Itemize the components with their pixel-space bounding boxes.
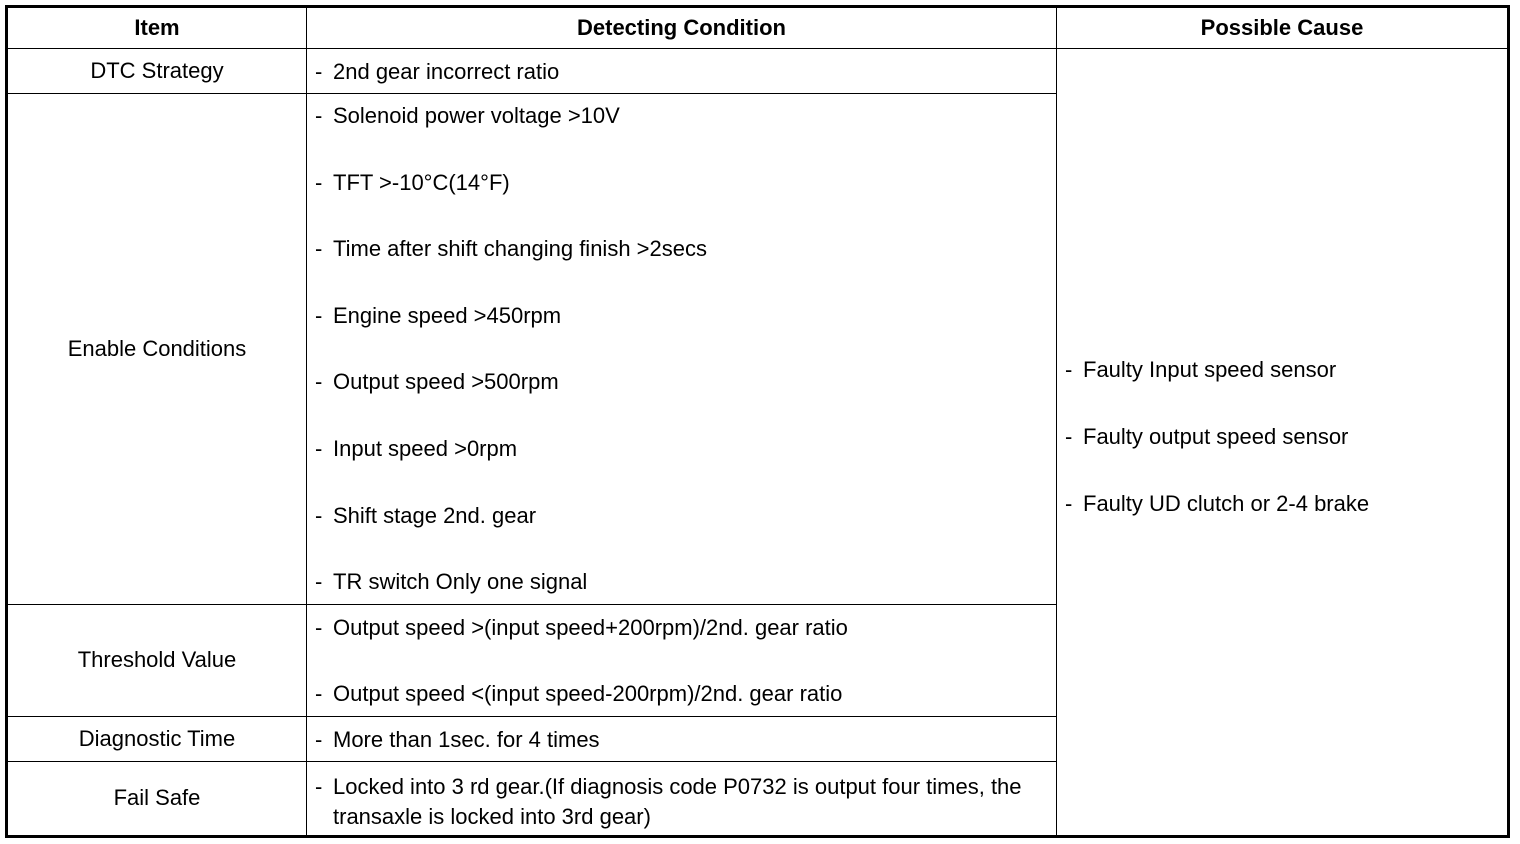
- cause-text: Faulty Input speed sensor: [1083, 356, 1337, 382]
- possible-cause-cell: [1057, 49, 1509, 837]
- condition-line: [315, 762, 1050, 832]
- condition-enable-conditions: [307, 94, 1057, 605]
- condition-text: Output speed >500rpm: [333, 369, 559, 395]
- dash-bullet: -: [315, 302, 323, 328]
- dash-bullet: -: [315, 236, 323, 262]
- diagnostic-table: [5, 5, 1510, 838]
- header-row: [7, 7, 1509, 49]
- item-threshold-value: Threshold Value: [7, 605, 307, 717]
- header-item: Item: [7, 7, 307, 49]
- condition-text: Shift stage 2nd. gear: [333, 502, 537, 528]
- threshold-list: [315, 605, 1050, 707]
- condition-line: [315, 436, 1050, 503]
- header-possible-cause: Possible Cause: [1057, 7, 1509, 49]
- dash-bullet: -: [315, 435, 323, 461]
- condition-text: TR switch Only one signal: [333, 569, 588, 595]
- condition-text: Time after shift changing finish >2secs: [333, 236, 707, 262]
- condition-line: [315, 103, 1050, 170]
- dash-bullet: -: [315, 59, 323, 84]
- table-row: [7, 49, 1509, 94]
- condition-dtc-strategy: [307, 49, 1057, 94]
- dash-bullet: -: [315, 615, 323, 640]
- condition-text: TFT >-10°C(14°F): [333, 169, 510, 195]
- condition-line: [315, 681, 1050, 707]
- condition-line: [315, 303, 1050, 370]
- dash-bullet: -: [315, 103, 323, 128]
- condition-line: [315, 615, 1050, 681]
- possible-cause-list: [1065, 327, 1501, 558]
- cause-text: Faulty UD clutch or 2-4 brake: [1083, 490, 1370, 516]
- condition-line: [315, 503, 1050, 570]
- condition-text: Output speed >(input speed+200rpm)/2nd. gear ratio: [333, 615, 848, 640]
- condition-text: 2nd gear incorrect ratio: [333, 59, 560, 84]
- condition-line: [315, 717, 1050, 753]
- item-dtc-strategy: DTC Strategy: [7, 49, 307, 94]
- condition-line: [315, 569, 1050, 595]
- condition-fail-safe: [307, 762, 1057, 837]
- cause-text: Faulty output speed sensor: [1083, 423, 1349, 449]
- condition-line: [315, 369, 1050, 436]
- condition-line: [315, 170, 1050, 237]
- condition-line: [315, 236, 1050, 303]
- item-enable-conditions: Enable Conditions: [7, 94, 307, 605]
- condition-diagnostic-time: [307, 717, 1057, 762]
- condition-text: Solenoid power voltage >10V: [333, 103, 620, 128]
- dash-bullet: -: [1065, 490, 1073, 516]
- dash-bullet: -: [315, 169, 323, 195]
- dash-bullet: -: [315, 681, 323, 706]
- condition-text: Locked into 3 rd gear.(If diagnosis code P0732 is output four times, the transaxle is locked into 3rd gear): [333, 774, 1022, 829]
- enable-conditions-list: [315, 94, 1050, 596]
- condition-text: Input speed >0rpm: [333, 435, 518, 461]
- item-fail-safe: Fail Safe: [7, 762, 307, 837]
- dash-bullet: -: [1065, 423, 1073, 449]
- condition-line: [315, 49, 1050, 85]
- condition-text: Output speed <(input speed-200rpm)/2nd. gear ratio: [333, 681, 843, 706]
- cause-line: [1065, 357, 1501, 424]
- condition-text: More than 1sec. for 4 times: [333, 727, 600, 752]
- condition-text: Engine speed >450rpm: [333, 302, 562, 328]
- dash-bullet: -: [315, 502, 323, 528]
- dash-bullet: -: [315, 774, 323, 799]
- header-detecting-condition: Detecting Condition: [307, 7, 1057, 49]
- dash-bullet: -: [315, 727, 323, 752]
- condition-threshold-value: [307, 605, 1057, 717]
- dash-bullet: -: [315, 569, 323, 595]
- dash-bullet: -: [315, 369, 323, 395]
- cause-line: [1065, 424, 1501, 491]
- item-diagnostic-time: Diagnostic Time: [7, 717, 307, 762]
- dash-bullet: -: [1065, 356, 1073, 382]
- cause-line: [1065, 491, 1501, 558]
